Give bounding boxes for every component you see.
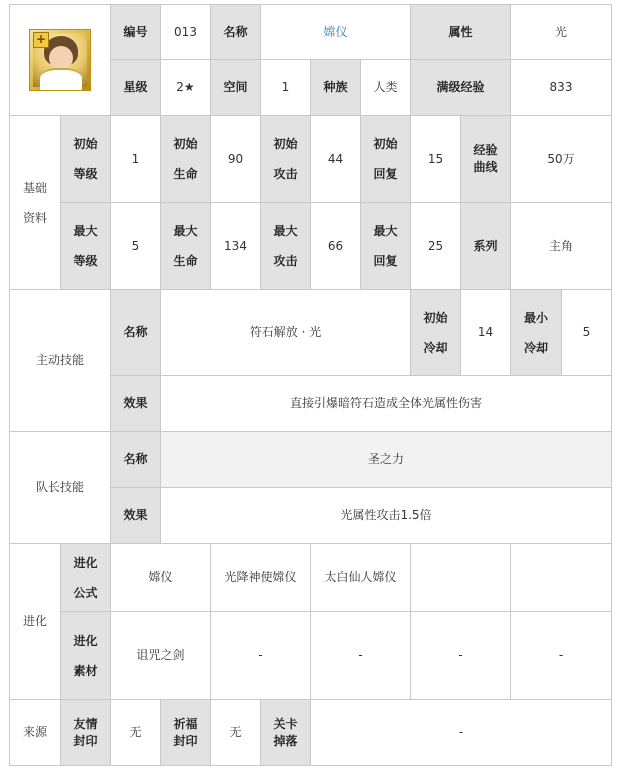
max-rcv-value: 25 bbox=[411, 203, 461, 290]
evo-material-label: 进化 素材 bbox=[61, 612, 111, 700]
min-cd-value: 5 bbox=[562, 290, 612, 376]
init-hp-value: 90 bbox=[211, 116, 261, 203]
card-info-table-wrapper bbox=[9, 4, 612, 766]
evo-material-2: - bbox=[211, 612, 311, 700]
id-value: 013 bbox=[161, 5, 211, 60]
friend-seal-label: 友情 封印 bbox=[61, 700, 111, 766]
active-skill-name-value: 符石解放 · 光 bbox=[161, 290, 411, 376]
race-value: 人类 bbox=[361, 60, 411, 116]
evo-material-5: - bbox=[511, 612, 612, 700]
max-atk-label: 最大 攻击 bbox=[261, 203, 311, 290]
exp-curve-label: 经验 曲线 bbox=[461, 116, 511, 203]
active-skill-name-label: 名称 bbox=[111, 290, 161, 376]
init-level-value: 1 bbox=[111, 116, 161, 203]
row-evolution-materials bbox=[10, 612, 612, 700]
attribute-value: 光 bbox=[511, 5, 612, 60]
evo-material-4: - bbox=[411, 612, 511, 700]
card-info-table bbox=[9, 4, 612, 766]
row-active-skill-name bbox=[10, 290, 612, 376]
space-label: 空间 bbox=[211, 60, 261, 116]
stage-drop-value: - bbox=[311, 700, 612, 766]
evo-formula-4 bbox=[411, 544, 511, 612]
source-label: 来源 bbox=[10, 700, 61, 766]
series-value: 主角 bbox=[511, 203, 612, 290]
friend-seal-value: 无 bbox=[111, 700, 161, 766]
name-label: 名称 bbox=[211, 5, 261, 60]
plus-icon: + bbox=[33, 32, 49, 48]
attribute-label: 属性 bbox=[411, 5, 511, 60]
init-cd-label: 初始 冷却 bbox=[411, 290, 461, 376]
rarity-label: 星级 bbox=[111, 60, 161, 116]
name-value[interactable] bbox=[261, 5, 411, 60]
init-atk-label: 初始 攻击 bbox=[261, 116, 311, 203]
active-skill-label: 主动技能 bbox=[10, 290, 111, 432]
evo-formula-label: 进化 公式 bbox=[61, 544, 111, 612]
row-source bbox=[10, 700, 612, 766]
max-level-label: 最大 等级 bbox=[61, 203, 111, 290]
row-id-name-attr bbox=[10, 5, 612, 60]
card-name-link[interactable]: 嫦仪 bbox=[323, 24, 348, 39]
max-rcv-label: 最大 回复 bbox=[361, 203, 411, 290]
init-cd-value: 14 bbox=[461, 290, 511, 376]
active-skill-effect-value: 直接引爆暗符石造成全体光属性伤害 bbox=[161, 376, 612, 432]
init-level-label: 初始 等级 bbox=[61, 116, 111, 203]
leader-skill-label: 队长技能 bbox=[10, 432, 111, 544]
stage-drop-label: 关卡 掉落 bbox=[261, 700, 311, 766]
pray-seal-value: 无 bbox=[211, 700, 261, 766]
max-exp-value: 833 bbox=[511, 60, 612, 116]
max-hp-label: 最大 生命 bbox=[161, 203, 211, 290]
leader-skill-effect-value: 光属性攻击1.5倍 bbox=[161, 488, 612, 544]
leader-skill-name-label: 名称 bbox=[111, 432, 161, 488]
rarity-value: 2★ bbox=[161, 60, 211, 116]
evo-formula-5 bbox=[511, 544, 612, 612]
init-rcv-label: 初始 回复 bbox=[361, 116, 411, 203]
evo-material-3: - bbox=[311, 612, 411, 700]
max-level-value: 5 bbox=[111, 203, 161, 290]
series-label: 系列 bbox=[461, 203, 511, 290]
min-cd-label: 最小 冷却 bbox=[511, 290, 562, 376]
row-leader-skill-name bbox=[10, 432, 612, 488]
init-atk-value: 44 bbox=[311, 116, 361, 203]
row-evolution-formula bbox=[10, 544, 612, 612]
evolution-label: 进化 bbox=[10, 544, 61, 700]
row-max-stats bbox=[10, 203, 612, 290]
evo-formula-3[interactable]: 太白仙人嫦仪 bbox=[311, 544, 411, 612]
avatar-cell bbox=[10, 5, 111, 116]
character-portrait-icon[interactable] bbox=[29, 29, 91, 91]
leader-skill-name-value: 圣之力 bbox=[161, 432, 612, 488]
evo-formula-2[interactable]: 光降神使嫦仪 bbox=[211, 544, 311, 612]
space-value: 1 bbox=[261, 60, 311, 116]
max-hp-value: 134 bbox=[211, 203, 261, 290]
leader-skill-effect-label: 效果 bbox=[111, 488, 161, 544]
race-label: 种族 bbox=[311, 60, 361, 116]
basic-info-label: 基础 资料 bbox=[10, 116, 61, 290]
active-skill-effect-label: 效果 bbox=[111, 376, 161, 432]
evo-material-1[interactable]: 诅咒之剑 bbox=[111, 612, 211, 700]
max-atk-value: 66 bbox=[311, 203, 361, 290]
init-rcv-value: 15 bbox=[411, 116, 461, 203]
init-hp-label: 初始 生命 bbox=[161, 116, 211, 203]
exp-curve-value: 50万 bbox=[511, 116, 612, 203]
pray-seal-label: 祈福 封印 bbox=[161, 700, 211, 766]
evo-formula-1[interactable]: 嫦仪 bbox=[111, 544, 211, 612]
id-label: 编号 bbox=[111, 5, 161, 60]
max-exp-label: 满级经验 bbox=[411, 60, 511, 116]
row-initial-stats bbox=[10, 116, 612, 203]
